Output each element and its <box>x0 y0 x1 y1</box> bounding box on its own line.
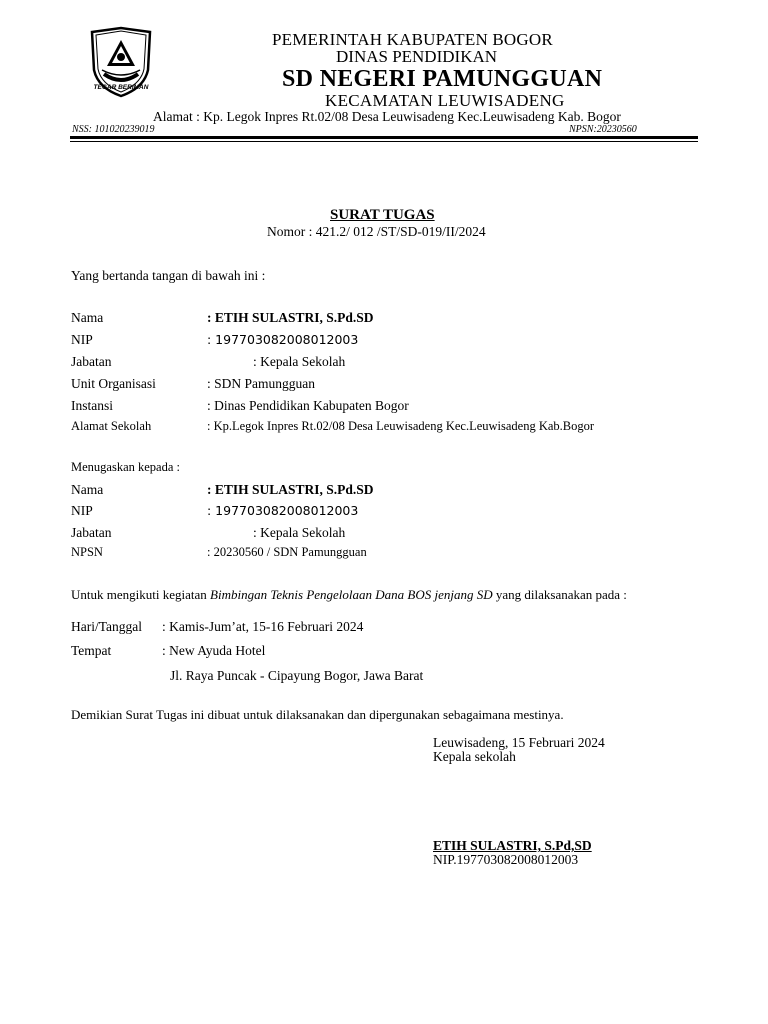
nss-number: NSS: 101020239019 <box>72 124 155 135</box>
school-address: Alamat : Kp. Legok Inpres Rt.02/08 Desa Leuwisadeng Kec.Leuwisadeng Kab. Bogor <box>153 109 621 124</box>
signer-position-label: Jabatan <box>71 354 112 369</box>
signature-place-date: Leuwisadeng, 15 Februari 2024 <box>433 735 605 750</box>
purpose-text <box>71 587 627 603</box>
signature-name: ETIH SULASTRI, S.Pd,SD <box>433 838 592 853</box>
header-rule-thick <box>70 136 698 139</box>
department-line: DINAS PENDIDIKAN <box>336 47 498 66</box>
assign-intro: Menugaskan kepada : <box>71 460 180 474</box>
assignee-name-value: : ETIH SULASTRI, S.Pd.SD <box>207 482 374 497</box>
event-date-value: : Kamis-Jum’at, 15-16 Februari 2024 <box>162 619 364 634</box>
signature-position: Kepala sekolah <box>433 749 516 764</box>
npsn-number: NPSN:20230560 <box>569 124 637 135</box>
closing-text: Demikian Surat Tugas ini dibuat untuk dilaksanakan dan dipergunakan sebagaimana mestinya. <box>71 707 564 722</box>
government-line: PEMERINTAH KABUPATEN BOGOR <box>272 30 553 49</box>
event-place-value: : New Ayuda Hotel <box>162 643 266 658</box>
assignee-npsn-value: : 20230560 / SDN Pamungguan <box>207 545 367 559</box>
signer-address-value: : Kp.Legok Inpres Rt.02/08 Desa Leuwisadeng Kec.Leuwisadeng Kab.Bogor <box>207 419 595 433</box>
signer-unit-value: : SDN Pamungguan <box>207 376 315 391</box>
school-name: SD NEGERI PAMUNGGUAN <box>282 66 603 92</box>
regency-logo <box>86 26 156 98</box>
signer-name-value: : ETIH SULASTRI, S.Pd.SD <box>207 310 374 325</box>
letter-number: Nomor : 421.2/ 012 /ST/SD-019/II/2024 <box>267 224 486 239</box>
purpose-suffix: yang dilaksanakan pada : <box>492 587 627 602</box>
assignee-nip-value: : 197703082008012003 <box>207 503 359 518</box>
signer-nip-label: NIP <box>71 332 93 347</box>
event-date-label: Hari/Tanggal <box>71 619 143 634</box>
signer-unit-label: Unit Organisasi <box>71 376 156 391</box>
activity-name: Bimbingan Teknis Pengelolaan Dana BOS jenjang SD <box>210 587 493 602</box>
signer-position-value: : Kepala Sekolah <box>253 354 346 369</box>
signer-agency-label: Instansi <box>71 398 113 413</box>
signer-name-label: Nama <box>71 310 104 325</box>
event-place-address: Jl. Raya Puncak - Cipayung Bogor, Jawa Barat <box>170 668 424 683</box>
signer-agency-value: : Dinas Pendidikan Kabupaten Bogor <box>207 398 409 413</box>
letter-title: SURAT TUGAS <box>330 207 435 223</box>
assignee-position-label: Jabatan <box>71 525 112 540</box>
assignee-nip-label: NIP <box>71 503 93 518</box>
signer-address-label: Alamat Sekolah <box>71 419 152 433</box>
logo-motto: TEGAR BERIMAN <box>93 84 149 91</box>
intro-text: Yang bertanda tangan di bawah ini : <box>71 268 266 283</box>
event-place-label: Tempat <box>71 643 112 658</box>
district-line: KECAMATAN LEUWISADENG <box>325 91 565 110</box>
assignee-position-value: : Kepala Sekolah <box>253 525 346 540</box>
signature-nip: NIP.197703082008012003 <box>433 852 579 867</box>
assignee-name-label: Nama <box>71 482 104 497</box>
assignee-npsn-label: NPSN <box>71 545 103 559</box>
purpose-prefix: Untuk mengikuti kegiatan <box>71 587 211 602</box>
header-rule-thin <box>70 141 698 142</box>
signer-nip-value: : 197703082008012003 <box>207 332 359 347</box>
